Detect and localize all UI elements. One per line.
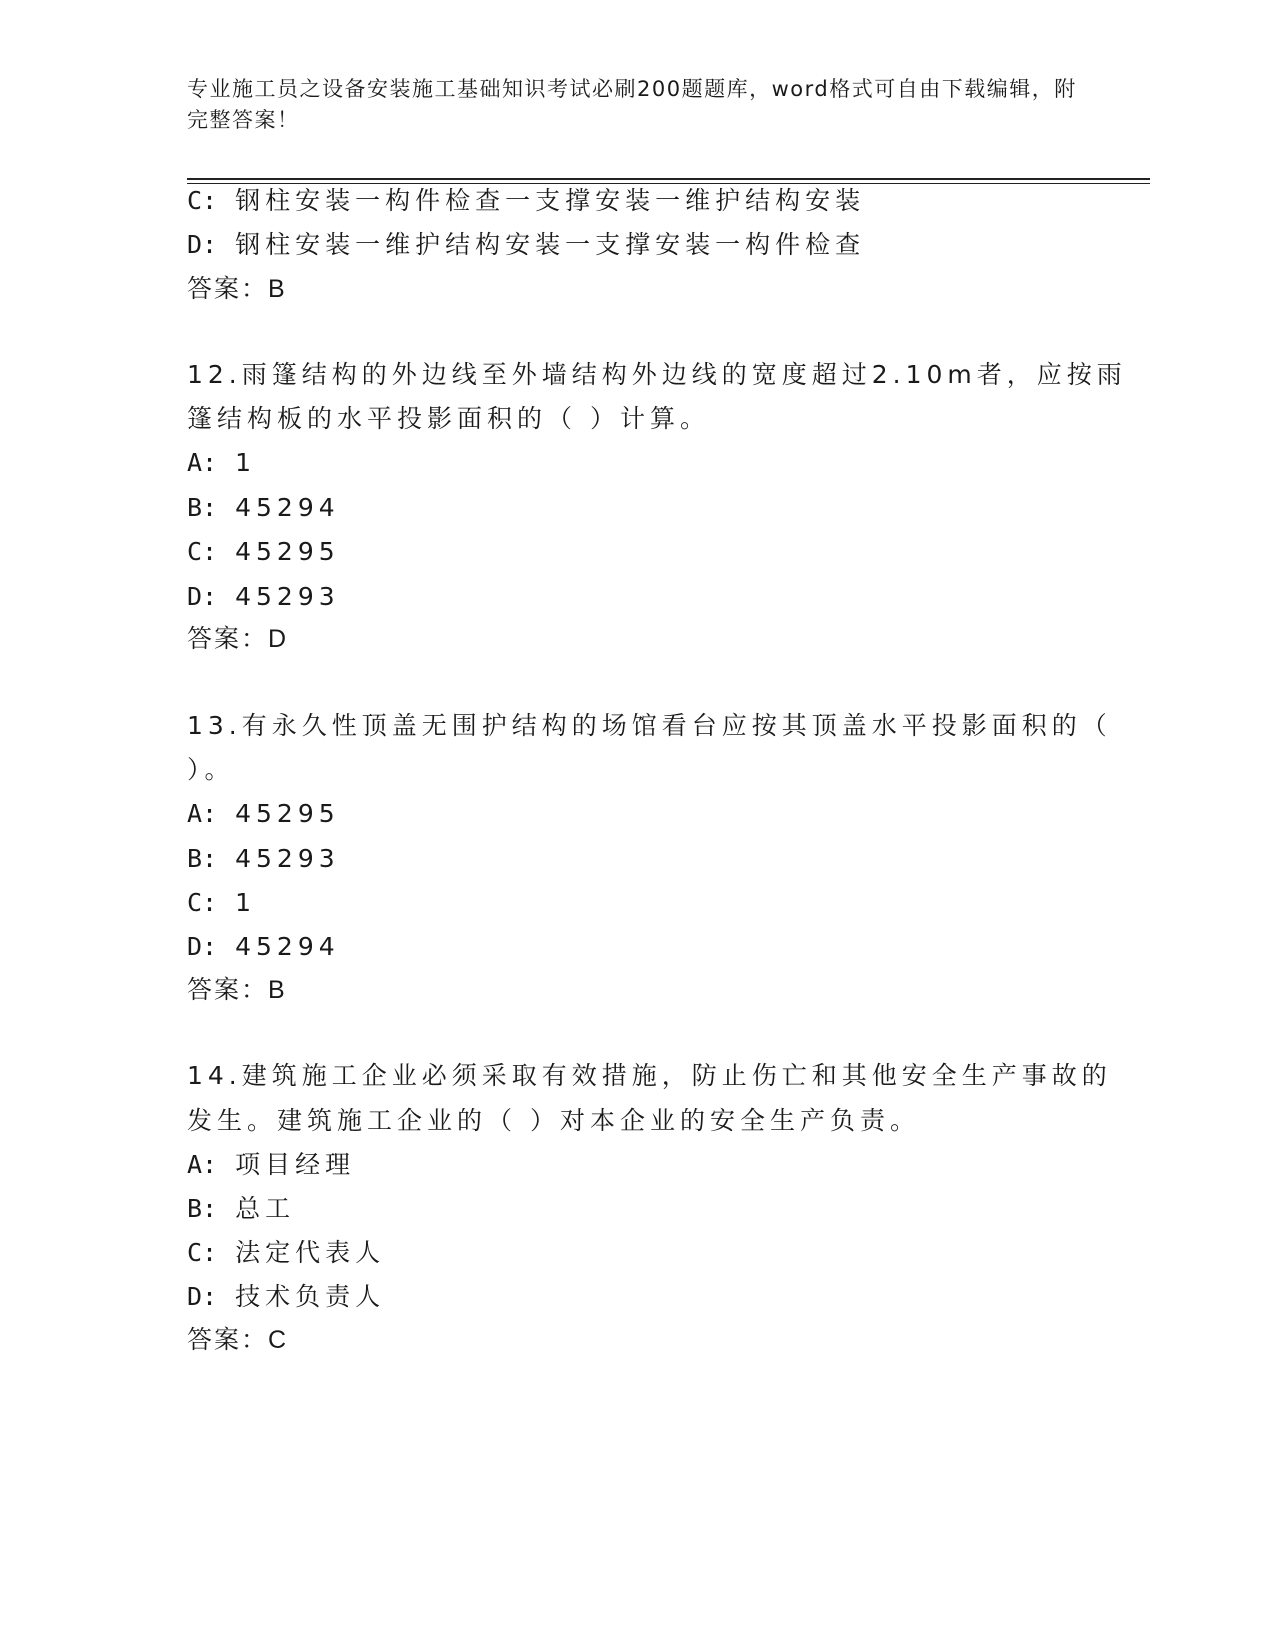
answer-line: 答案：C <box>187 1325 289 1354</box>
question-text-continued: 发生。建筑施工企业的（ ）对本企业的安全生产负责。 <box>187 1106 920 1135</box>
answer-line: 答案：B <box>187 274 287 303</box>
option-a: A: 1 <box>187 448 257 477</box>
answer-line: 答案：D <box>187 624 289 653</box>
option-c: C: 45295 <box>187 537 340 566</box>
question-text-continued: 篷结构板的水平投影面积的（ ）计算。 <box>187 404 710 433</box>
header-divider <box>187 178 1150 180</box>
option-a: A: 45295 <box>187 799 340 828</box>
question-text-continued: ）。 <box>187 755 235 784</box>
option-c: C: 1 <box>187 888 257 917</box>
option-b: B: 总工 <box>187 1194 296 1223</box>
option-c: C: 法定代表人 <box>187 1238 386 1267</box>
option-d: D: 钢柱安装一维护结构安装一支撑安装一构件检查 <box>187 230 866 259</box>
option-b: B: 45294 <box>187 493 340 522</box>
question-text: 12.雨篷结构的外边线至外墙结构外边线的宽度超过2.10m者，应按雨 <box>187 360 1127 389</box>
answer-line: 答案：B <box>187 975 287 1004</box>
question-text: 13.有永久性顶盖无围护结构的场馆看台应按其顶盖水平投影面积的（ <box>187 711 1112 740</box>
document-header <box>187 74 1087 136</box>
option-d: D: 技术负责人 <box>187 1282 386 1311</box>
option-d: D: 45293 <box>187 582 340 611</box>
option-c: C: 钢柱安装一构件检查一支撑安装一维护结构安装 <box>187 186 866 215</box>
header-title: 专业施工员之设备安装施工基础知识考试必刷200题题库，word格式可自由下载编辑，附完整答案！ <box>187 77 1077 132</box>
question-text: 14.建筑施工企业必须采取有效措施，防止伤亡和其他安全生产事故的 <box>187 1061 1112 1090</box>
option-a: A: 项目经理 <box>187 1150 356 1179</box>
option-b: B: 45293 <box>187 844 340 873</box>
option-d: D: 45294 <box>187 932 340 961</box>
